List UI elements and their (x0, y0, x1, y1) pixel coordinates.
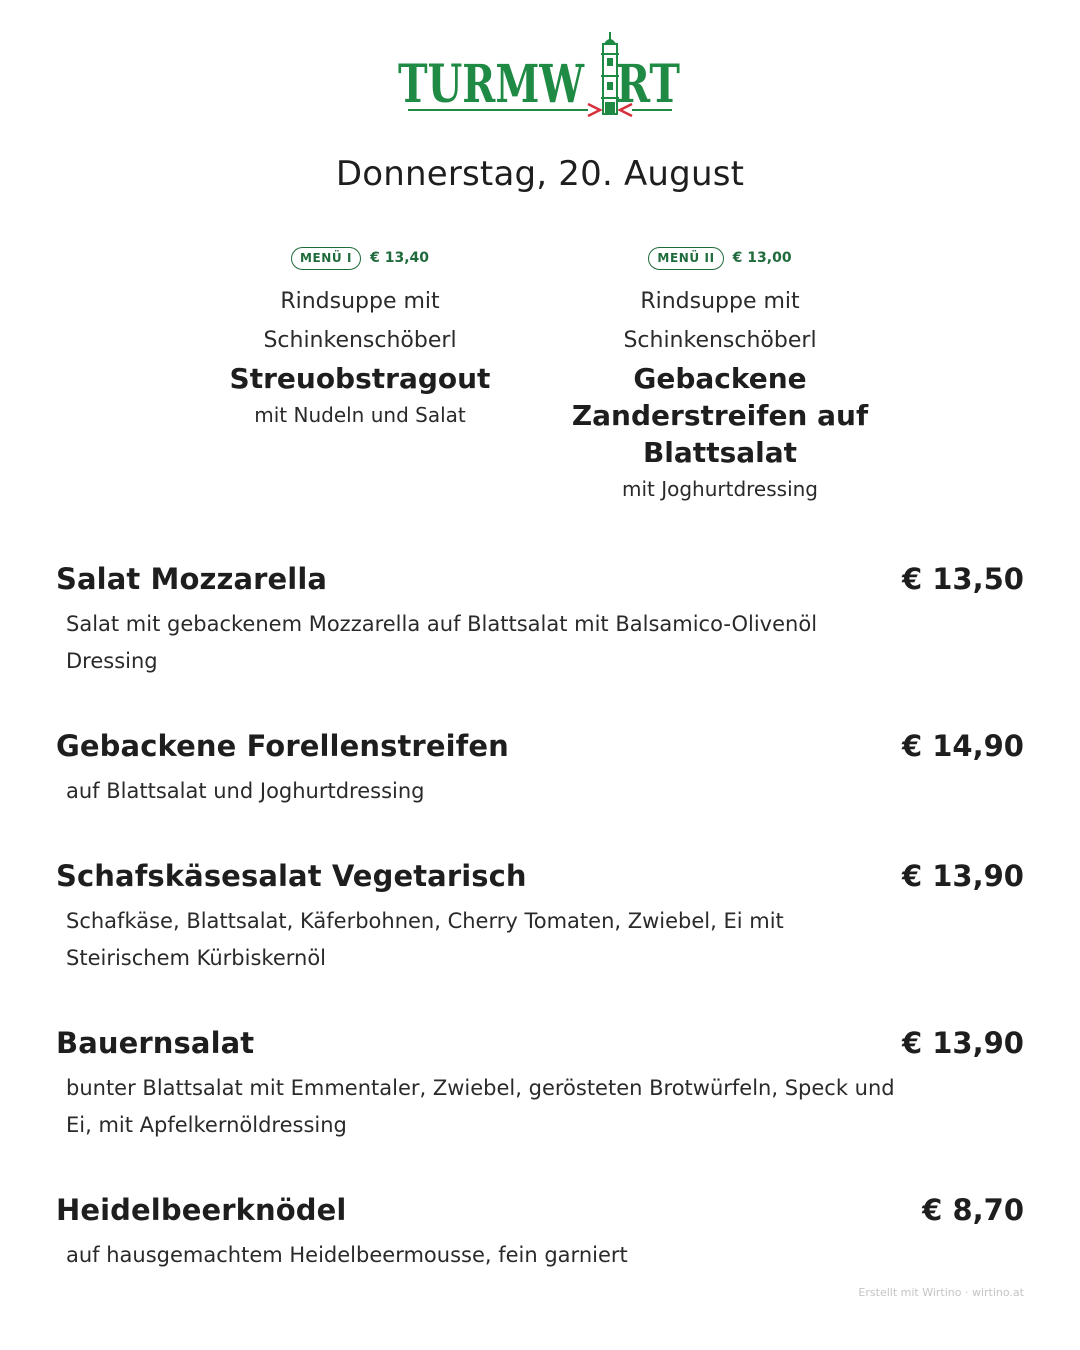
menu-one-main: Streuobstragout (229, 362, 491, 395)
dish-description: auf Blattsalat und Joghurtdressing (66, 779, 425, 803)
dish-name: Bauernsalat (56, 1026, 255, 1060)
menu-two-badge: MENÜ II (648, 247, 723, 270)
dish-description: auf hausgemachtem Heidelbeermousse, fein garniert (66, 1243, 628, 1267)
svg-text:TURMW: TURMW (398, 54, 586, 115)
turmwirt-logo (398, 28, 682, 120)
dish-item (56, 729, 1024, 810)
dish-name: Heidelbeerknödel (56, 1193, 347, 1227)
dish-price: € 13,90 (901, 859, 1024, 893)
menu-two-main: Gebackene Zanderstreifen auf Blattsalat (571, 362, 869, 469)
dish-description: Schafkäse, Blattsalat, Käferbohnen, Cherry Tomaten, Zwiebel, Ei mit Steirischem Kürbiskernöl (66, 909, 784, 970)
dish-item (56, 1193, 1024, 1274)
dish-description: Salat mit gebackenem Mozzarella auf Blattsalat mit Balsamico-Olivenöl Dressing (66, 612, 818, 673)
menu-two-price: € 13,00 (732, 250, 792, 266)
menu-two-soup: Rindsuppe mit Schinkenschöberl (623, 289, 817, 353)
dish-price: € 13,90 (901, 1026, 1024, 1060)
footer-credit: Erstellt mit Wirtino · wirtino.at (858, 1286, 1024, 1299)
dish-item (56, 562, 1024, 680)
dish-price: € 13,50 (901, 562, 1024, 596)
dish-name: Schafskäsesalat Vegetarisch (56, 859, 527, 893)
menu-two (560, 244, 880, 507)
dish-item (56, 859, 1024, 977)
menu-two-header (560, 244, 880, 272)
dish-name: Salat Mozzarella (56, 562, 328, 596)
menu-one-soup: Rindsuppe mit Schinkenschöberl (263, 289, 457, 353)
dish-name: Gebackene Forellenstreifen (56, 729, 509, 763)
menu-one-badge: MENÜ I (291, 247, 361, 270)
menu-one-price: € 13,40 (370, 250, 430, 266)
menu-date: Donnerstag, 20. August (335, 154, 745, 194)
dish-description: bunter Blattsalat mit Emmentaler, Zwiebel, gerösteten Brotwürfeln, Speck und Ei, mit Apfelkernöldressing (66, 1076, 895, 1137)
dish-item (56, 1026, 1024, 1144)
tower-logo-icon (398, 28, 682, 120)
menu-two-side: mit Joghurtdressing (621, 477, 819, 501)
dish-price: € 8,70 (922, 1193, 1024, 1227)
dish-price: € 14,90 (901, 729, 1024, 763)
svg-text:RT: RT (616, 54, 681, 115)
menu-one-side: mit Nudeln und Salat (254, 403, 466, 427)
menu-one-header (200, 244, 520, 272)
menu-one (200, 244, 520, 433)
